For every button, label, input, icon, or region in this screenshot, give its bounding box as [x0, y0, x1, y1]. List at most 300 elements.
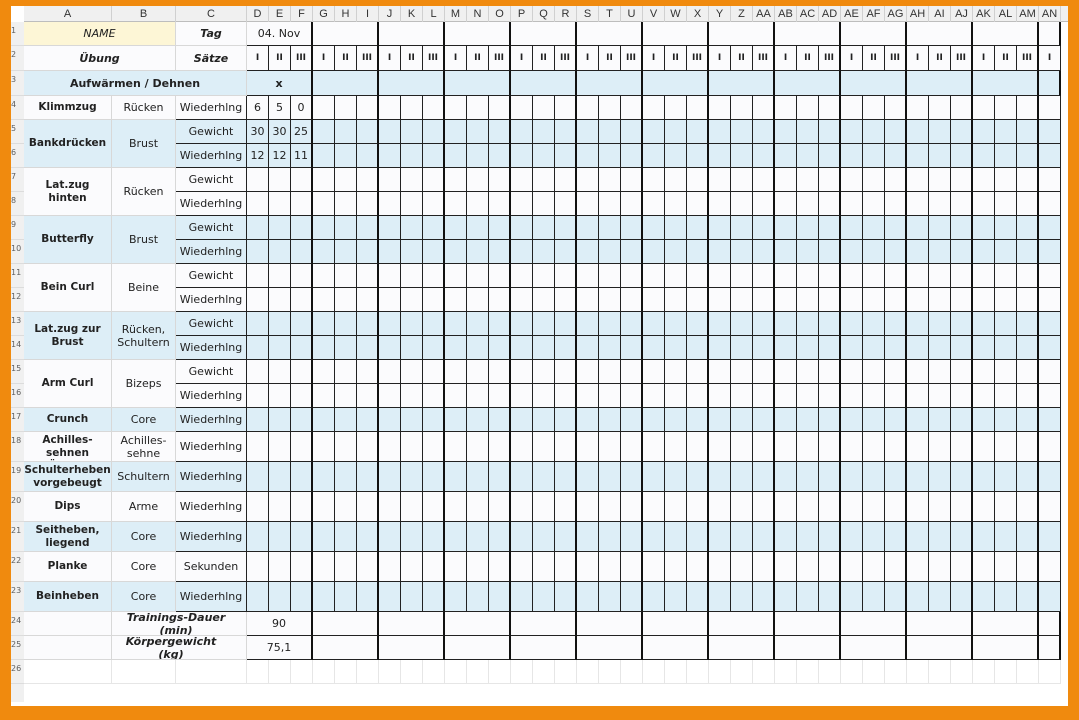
set-cell[interactable] [467, 522, 489, 552]
set-cell[interactable] [335, 288, 357, 312]
set-cell[interactable] [401, 522, 423, 552]
set-cell[interactable] [467, 408, 489, 432]
set-cell[interactable] [643, 552, 665, 582]
set-cell[interactable] [357, 216, 379, 240]
column-header-p[interactable]: P [511, 6, 533, 22]
warmup-cell[interactable] [379, 71, 445, 96]
set-cell[interactable] [951, 384, 973, 408]
set-cell[interactable] [511, 288, 533, 312]
set-cell[interactable] [555, 264, 577, 288]
set-cell[interactable] [885, 408, 907, 432]
set-cell[interactable] [819, 492, 841, 522]
duration-label[interactable]: Trainings-Dauer (min) [112, 612, 247, 636]
set-cell[interactable] [643, 144, 665, 168]
set-cell[interactable] [291, 432, 313, 462]
set-cell[interactable] [885, 120, 907, 144]
set-cell[interactable] [599, 240, 621, 264]
set-cell[interactable] [401, 462, 423, 492]
set-cell[interactable] [423, 120, 445, 144]
row-number[interactable]: 15 [11, 360, 24, 384]
set-cell[interactable] [665, 216, 687, 240]
set-cell[interactable] [533, 336, 555, 360]
set-cell[interactable] [313, 288, 335, 312]
set-cell[interactable] [533, 120, 555, 144]
set-cell[interactable] [951, 288, 973, 312]
metric-label[interactable]: Wiederhlng [176, 192, 247, 216]
set-cell[interactable] [313, 432, 335, 462]
warmup-mark[interactable]: x [247, 71, 313, 96]
set-cell[interactable] [445, 264, 467, 288]
set-cell[interactable] [467, 552, 489, 582]
set-cell[interactable] [313, 384, 335, 408]
empty-cell[interactable] [665, 660, 687, 684]
set-cell[interactable] [291, 312, 313, 336]
set-cell[interactable]: 30 [247, 120, 269, 144]
set-number[interactable]: II [467, 46, 489, 71]
set-cell[interactable] [709, 360, 731, 384]
set-cell[interactable] [533, 432, 555, 462]
set-cell[interactable] [577, 408, 599, 432]
set-cell[interactable] [709, 492, 731, 522]
row-number[interactable]: 22 [11, 552, 24, 582]
set-cell[interactable] [841, 552, 863, 582]
set-cell[interactable] [797, 432, 819, 462]
set-cell[interactable] [775, 582, 797, 612]
set-cell[interactable] [511, 144, 533, 168]
set-cell[interactable] [951, 264, 973, 288]
set-cell[interactable] [511, 120, 533, 144]
column-header-ah[interactable]: AH [907, 6, 929, 22]
empty-cell[interactable] [379, 660, 401, 684]
set-cell[interactable] [599, 552, 621, 582]
set-cell[interactable] [533, 462, 555, 492]
metric-label[interactable]: Wiederhlng [176, 492, 247, 522]
set-cell[interactable] [797, 96, 819, 120]
set-cell[interactable] [291, 192, 313, 216]
set-cell[interactable] [731, 312, 753, 336]
set-cell[interactable] [489, 288, 511, 312]
set-cell[interactable] [357, 144, 379, 168]
set-cell[interactable] [753, 96, 775, 120]
set-cell[interactable] [907, 384, 929, 408]
set-cell[interactable] [467, 582, 489, 612]
set-cell[interactable] [423, 384, 445, 408]
set-cell[interactable] [1039, 144, 1061, 168]
set-cell[interactable] [357, 552, 379, 582]
set-cell[interactable] [665, 288, 687, 312]
set-cell[interactable] [687, 582, 709, 612]
empty-cell[interactable] [885, 660, 907, 684]
set-cell[interactable] [1039, 216, 1061, 240]
set-cell[interactable] [401, 552, 423, 582]
set-cell[interactable] [951, 240, 973, 264]
duration-cell[interactable] [379, 612, 445, 636]
column-header-h[interactable]: H [335, 6, 357, 22]
set-cell[interactable] [929, 432, 951, 462]
set-cell[interactable] [819, 336, 841, 360]
set-cell[interactable] [291, 384, 313, 408]
set-cell[interactable] [379, 432, 401, 462]
set-cell[interactable] [665, 582, 687, 612]
set-cell[interactable] [379, 312, 401, 336]
set-cell[interactable] [995, 582, 1017, 612]
set-cell[interactable] [599, 312, 621, 336]
set-cell[interactable] [291, 522, 313, 552]
set-cell[interactable] [1017, 96, 1039, 120]
empty-cell[interactable] [797, 660, 819, 684]
set-cell[interactable] [467, 96, 489, 120]
set-cell[interactable] [511, 462, 533, 492]
set-cell[interactable] [555, 522, 577, 552]
set-cell[interactable] [731, 240, 753, 264]
set-cell[interactable] [269, 432, 291, 462]
set-cell[interactable] [775, 336, 797, 360]
set-cell[interactable] [731, 432, 753, 462]
set-cell[interactable] [247, 384, 269, 408]
weight-cell[interactable] [775, 636, 841, 660]
warmup-cell[interactable] [445, 71, 511, 96]
set-cell[interactable] [819, 288, 841, 312]
set-cell[interactable] [1017, 264, 1039, 288]
set-cell[interactable] [401, 336, 423, 360]
set-cell[interactable] [863, 264, 885, 288]
duration-cell[interactable] [313, 612, 379, 636]
set-cell[interactable] [313, 312, 335, 336]
row-number[interactable]: 8 [11, 192, 24, 216]
set-cell[interactable] [533, 408, 555, 432]
set-cell[interactable] [555, 216, 577, 240]
set-cell[interactable] [423, 264, 445, 288]
duration-cell[interactable] [709, 612, 775, 636]
set-cell[interactable] [753, 522, 775, 552]
set-cell[interactable] [269, 264, 291, 288]
set-cell[interactable] [643, 288, 665, 312]
set-cell[interactable] [621, 462, 643, 492]
set-cell[interactable] [423, 216, 445, 240]
set-cell[interactable] [445, 384, 467, 408]
empty-cell[interactable] [401, 660, 423, 684]
exercise-name[interactable]: Klimmzug [24, 96, 112, 120]
set-cell[interactable] [731, 144, 753, 168]
set-cell[interactable] [313, 462, 335, 492]
set-cell[interactable] [599, 432, 621, 462]
column-header-ac[interactable]: AC [797, 6, 819, 22]
set-cell[interactable] [401, 360, 423, 384]
set-cell[interactable] [929, 144, 951, 168]
set-number[interactable]: III [291, 46, 313, 71]
set-cell[interactable] [335, 522, 357, 552]
set-cell[interactable] [753, 492, 775, 522]
set-cell[interactable] [423, 144, 445, 168]
set-cell[interactable] [599, 522, 621, 552]
set-cell[interactable] [775, 264, 797, 288]
set-cell[interactable] [401, 264, 423, 288]
set-cell[interactable] [247, 216, 269, 240]
set-cell[interactable] [511, 492, 533, 522]
set-number[interactable]: II [929, 46, 951, 71]
set-cell[interactable] [995, 240, 1017, 264]
set-number[interactable]: I [445, 46, 467, 71]
set-cell[interactable] [269, 552, 291, 582]
set-cell[interactable] [511, 384, 533, 408]
set-cell[interactable] [599, 192, 621, 216]
set-cell[interactable] [797, 492, 819, 522]
warmup-cell[interactable] [841, 71, 907, 96]
set-cell[interactable] [665, 312, 687, 336]
set-cell[interactable] [907, 408, 929, 432]
set-cell[interactable] [709, 582, 731, 612]
set-cell[interactable] [973, 144, 995, 168]
set-cell[interactable] [929, 120, 951, 144]
set-number[interactable]: I [841, 46, 863, 71]
set-cell[interactable] [577, 462, 599, 492]
row-number[interactable]: 7 [11, 168, 24, 192]
column-header-al[interactable]: AL [995, 6, 1017, 22]
set-cell[interactable] [731, 96, 753, 120]
set-number[interactable]: II [335, 46, 357, 71]
set-cell[interactable] [335, 312, 357, 336]
set-cell[interactable] [467, 216, 489, 240]
set-cell[interactable] [907, 240, 929, 264]
set-cell[interactable] [731, 408, 753, 432]
blank-cell[interactable] [24, 612, 112, 636]
set-cell[interactable] [555, 192, 577, 216]
muscle-group[interactable]: Rücken [112, 168, 176, 216]
set-number[interactable]: I [511, 46, 533, 71]
set-cell[interactable] [357, 120, 379, 144]
set-cell[interactable] [1039, 264, 1061, 288]
set-cell[interactable] [379, 384, 401, 408]
set-cell[interactable] [643, 408, 665, 432]
muscle-group[interactable]: Rücken, Schultern [112, 312, 176, 360]
set-cell[interactable] [665, 144, 687, 168]
muscle-group[interactable]: Rücken [112, 96, 176, 120]
set-cell[interactable] [1017, 360, 1039, 384]
weight-value[interactable]: 75,1 [247, 636, 313, 660]
set-cell[interactable] [379, 336, 401, 360]
set-cell[interactable] [907, 432, 929, 462]
set-cell[interactable] [555, 462, 577, 492]
set-cell[interactable] [313, 552, 335, 582]
set-cell[interactable] [313, 120, 335, 144]
empty-cell[interactable] [687, 660, 709, 684]
set-cell[interactable] [731, 264, 753, 288]
set-cell[interactable] [357, 312, 379, 336]
set-cell[interactable] [1039, 168, 1061, 192]
set-cell[interactable] [819, 408, 841, 432]
set-cell[interactable] [313, 492, 335, 522]
set-cell[interactable] [511, 360, 533, 384]
empty-cell[interactable] [112, 660, 176, 684]
set-cell[interactable] [687, 144, 709, 168]
set-cell[interactable] [863, 522, 885, 552]
duration-cell[interactable] [775, 612, 841, 636]
set-cell[interactable] [775, 96, 797, 120]
date-cell[interactable] [841, 22, 907, 46]
set-cell[interactable] [995, 168, 1017, 192]
set-cell[interactable] [863, 432, 885, 462]
set-cell[interactable] [379, 522, 401, 552]
set-cell[interactable] [511, 336, 533, 360]
metric-label[interactable]: Wiederhlng [176, 288, 247, 312]
set-cell[interactable] [907, 492, 929, 522]
set-cell[interactable] [555, 384, 577, 408]
set-cell[interactable] [445, 336, 467, 360]
set-cell[interactable] [335, 360, 357, 384]
set-cell[interactable] [401, 288, 423, 312]
set-cell[interactable] [467, 192, 489, 216]
set-number[interactable]: II [863, 46, 885, 71]
set-cell[interactable] [929, 408, 951, 432]
set-cell[interactable] [885, 384, 907, 408]
set-cell[interactable] [885, 582, 907, 612]
set-cell[interactable] [885, 192, 907, 216]
set-number[interactable]: III [357, 46, 379, 71]
set-cell[interactable] [335, 552, 357, 582]
set-cell[interactable] [313, 408, 335, 432]
set-cell[interactable] [819, 192, 841, 216]
set-cell[interactable] [643, 336, 665, 360]
set-cell[interactable] [489, 96, 511, 120]
set-cell[interactable] [907, 216, 929, 240]
set-cell[interactable] [335, 240, 357, 264]
set-cell[interactable] [709, 144, 731, 168]
exercise-name[interactable]: Crunch [24, 408, 112, 432]
set-cell[interactable] [577, 144, 599, 168]
set-cell[interactable] [709, 120, 731, 144]
exercise-name[interactable]: Lat.zug zur Brust [24, 312, 112, 360]
set-cell[interactable] [467, 120, 489, 144]
set-cell[interactable] [929, 288, 951, 312]
set-number[interactable]: II [401, 46, 423, 71]
set-cell[interactable] [269, 240, 291, 264]
set-cell[interactable] [401, 384, 423, 408]
set-cell[interactable] [995, 120, 1017, 144]
set-cell[interactable] [555, 288, 577, 312]
set-cell[interactable] [907, 264, 929, 288]
set-cell[interactable] [797, 384, 819, 408]
set-cell[interactable] [1039, 288, 1061, 312]
set-cell[interactable] [467, 360, 489, 384]
set-cell[interactable] [687, 288, 709, 312]
set-cell[interactable] [291, 264, 313, 288]
set-cell[interactable] [665, 240, 687, 264]
set-cell[interactable] [841, 288, 863, 312]
set-cell[interactable] [313, 168, 335, 192]
set-cell[interactable] [753, 144, 775, 168]
set-cell[interactable] [467, 288, 489, 312]
set-cell[interactable] [269, 492, 291, 522]
set-cell[interactable] [533, 216, 555, 240]
set-cell[interactable] [841, 120, 863, 144]
set-cell[interactable] [423, 192, 445, 216]
uebung-label[interactable]: Übung [24, 46, 176, 71]
exercise-name[interactable]: Schulterheben vorgebeugt [24, 462, 112, 492]
set-cell[interactable] [929, 522, 951, 552]
set-cell[interactable] [577, 360, 599, 384]
set-cell[interactable] [621, 582, 643, 612]
set-cell[interactable] [797, 336, 819, 360]
set-cell[interactable] [775, 120, 797, 144]
set-cell[interactable] [621, 264, 643, 288]
set-cell[interactable] [357, 96, 379, 120]
set-cell[interactable] [357, 384, 379, 408]
set-cell[interactable] [753, 360, 775, 384]
set-cell[interactable] [489, 408, 511, 432]
set-cell[interactable] [841, 336, 863, 360]
set-cell[interactable] [885, 312, 907, 336]
set-cell[interactable] [269, 312, 291, 336]
metric-label[interactable]: Wiederhlng [176, 522, 247, 552]
set-cell[interactable] [423, 96, 445, 120]
set-cell[interactable] [621, 384, 643, 408]
set-cell[interactable] [445, 120, 467, 144]
set-cell[interactable] [379, 408, 401, 432]
set-cell[interactable] [643, 120, 665, 144]
metric-label[interactable]: Wiederhlng [176, 336, 247, 360]
set-number[interactable]: III [687, 46, 709, 71]
set-cell[interactable] [775, 192, 797, 216]
set-cell[interactable] [885, 522, 907, 552]
set-cell[interactable] [687, 492, 709, 522]
set-cell[interactable] [665, 432, 687, 462]
empty-cell[interactable] [995, 660, 1017, 684]
set-cell[interactable] [841, 522, 863, 552]
set-cell[interactable] [247, 336, 269, 360]
set-cell[interactable] [863, 240, 885, 264]
set-cell[interactable] [709, 522, 731, 552]
set-cell[interactable] [797, 360, 819, 384]
set-cell[interactable] [863, 312, 885, 336]
set-cell[interactable] [797, 288, 819, 312]
metric-label[interactable]: Wiederhlng [176, 144, 247, 168]
empty-cell[interactable] [863, 660, 885, 684]
set-cell[interactable] [643, 360, 665, 384]
set-cell[interactable] [511, 96, 533, 120]
blank-cell[interactable] [24, 636, 112, 660]
set-number[interactable]: I [973, 46, 995, 71]
set-cell[interactable] [775, 144, 797, 168]
set-cell[interactable] [907, 120, 929, 144]
set-cell[interactable] [995, 216, 1017, 240]
set-number[interactable]: III [489, 46, 511, 71]
set-cell[interactable]: 0 [291, 96, 313, 120]
set-cell[interactable] [951, 312, 973, 336]
set-cell[interactable] [335, 144, 357, 168]
set-cell[interactable] [885, 168, 907, 192]
set-cell[interactable] [797, 264, 819, 288]
set-cell[interactable] [489, 522, 511, 552]
empty-cell[interactable] [533, 660, 555, 684]
set-cell[interactable] [951, 462, 973, 492]
set-cell[interactable] [1017, 336, 1039, 360]
row-number[interactable]: 19 [11, 462, 24, 492]
set-cell[interactable] [1017, 120, 1039, 144]
set-cell[interactable] [819, 552, 841, 582]
set-cell[interactable] [577, 432, 599, 462]
set-cell[interactable] [247, 582, 269, 612]
set-cell[interactable] [489, 582, 511, 612]
column-header-ab[interactable]: AB [775, 6, 797, 22]
set-cell[interactable] [1017, 582, 1039, 612]
set-cell[interactable] [995, 312, 1017, 336]
row-number[interactable]: 18 [11, 432, 24, 462]
set-cell[interactable] [907, 192, 929, 216]
set-cell[interactable] [687, 336, 709, 360]
metric-label[interactable]: Wiederhlng [176, 462, 247, 492]
set-cell[interactable] [291, 216, 313, 240]
set-cell[interactable] [445, 582, 467, 612]
